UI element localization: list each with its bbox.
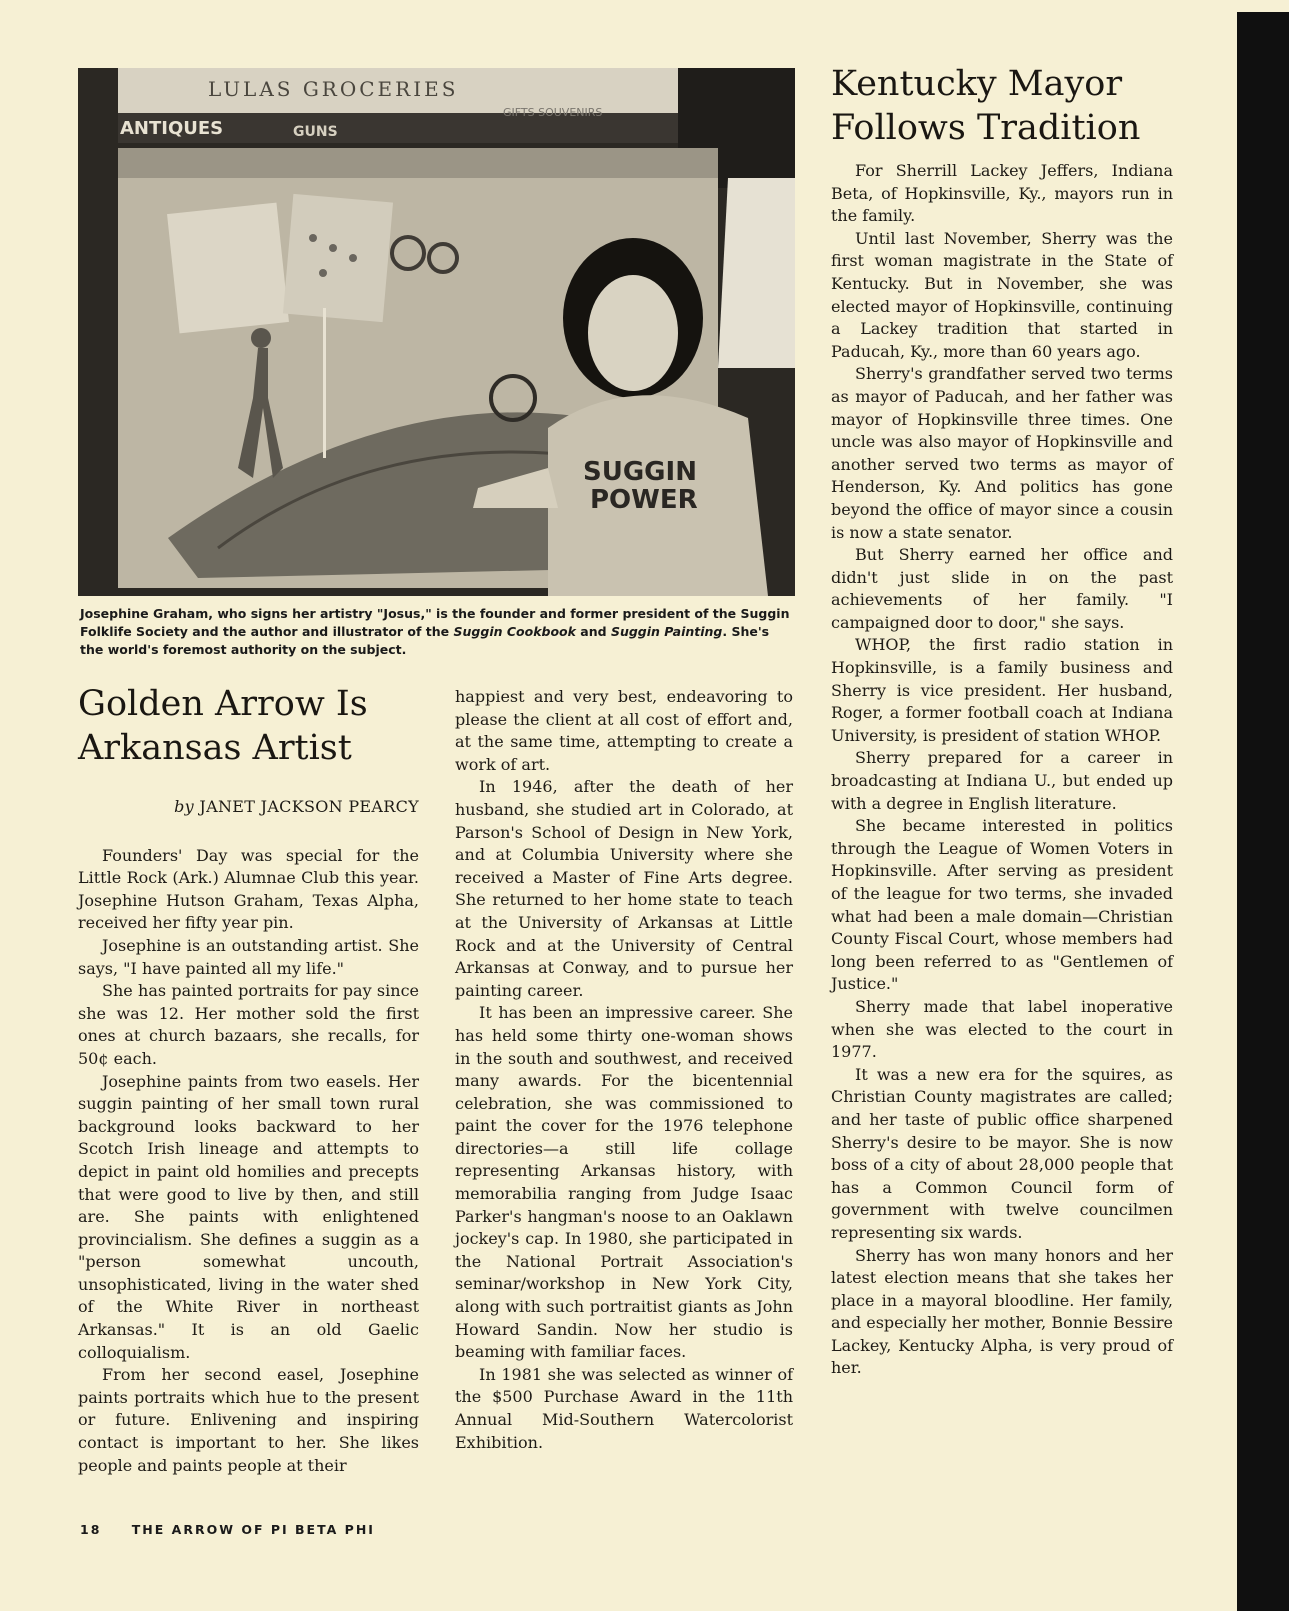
page-edge-shadow — [1237, 12, 1289, 1611]
paragraph: For Sherrill Lackey Jeffers, Indiana Beta, of Hopkinsville, Ky., mayors run in the family. — [831, 161, 1173, 226]
sign-groceries: LULAS GROCERIES — [208, 77, 459, 101]
middle-article-column — [455, 686, 793, 1454]
paragraph: From her second easel, Josephine paints portraits which hue to the present or future. Enlivening and inspiring contact is important to her. She likes people and paints people at their — [78, 1365, 419, 1475]
paragraph: It was a new era for the squires, as Christian County magistrates are called; and her taste of public office sharpened Sherry's desire to be mayor. She is now boss of a city of about 28,000 people that has a Common Council form of government with twelve councilmen representing six wards. — [831, 1064, 1173, 1242]
paragraph: Until last November, Sherry was the first woman magistrate in the State of Kentucky. But in November, she was elected mayor of Hopkinsville, continuing a Lackey tradition that started in Paducah, Ky., more than 60 years ago. — [831, 228, 1173, 361]
paragraph: WHOP, the first radio station in Hopkinsville, is a family business and Sherry is vice president. Her husband, Roger, a former football coach at Indiana University, is president of station WHOP. — [831, 635, 1173, 745]
paragraph: But Sherry earned her office and didn't just slide in on the past achievements of her family. "I campaigned door to door," she says. — [831, 545, 1173, 632]
paragraph: In 1946, after the death of her husband, she studied art in Colorado, at Parson's School of Design in New York, and at Columbia University where she received a Master of Fine Arts degree. She returned to her home state to teach at the University of Arkansas at Little Rock and at the University of Central Arkansas at Conway, and to pursue her painting career. — [455, 777, 793, 1000]
paragraph: In 1981 she was selected as winner of the $500 Purchase Award in the 11th Annual Mid-Southern Watercolorist Exhibition. — [455, 1364, 793, 1452]
paragraph: Founders' Day was special for the Little Rock (Ark.) Alumnae Club this year. Josephine Hutson Graham, Texas Alpha, received her fifty year pin. — [78, 845, 419, 933]
paragraph: Sherry made that label inoperative when she was elected to the court in 1977. — [831, 996, 1173, 1062]
shirt-text-suggin: SUGGIN — [583, 457, 697, 487]
sign-guns: GUNS — [293, 124, 338, 140]
page-number: 18 — [80, 1522, 102, 1537]
article-photo — [78, 68, 795, 596]
paragraph: Josephine paints from two easels. Her suggin painting of her small town rural background looks backward to her Scotch Irish lineage and attempts to depict in paint old homilies and precepts that were good to live by then, and still are. She paints with enlightened provincialism. She defines a suggin as a "person somewhat uncouth, unsophisticated, living in the water shed of the White River in northeast Arkansas." It is an old Gaelic colloquialism. — [78, 1071, 419, 1362]
right-article-headline: Kentucky Mayor Follows Tradition — [831, 64, 1141, 148]
paragraph: Sherry's grandfather served two terms as mayor of Paducah, and her father was mayor of Hopkinsville three times. One uncle was also mayor of Hopkinsville and another served two terms as mayor of Henderson, Ky. And politics has gone beyond the office of mayor since a cousin is now a state senator. — [831, 364, 1173, 542]
paragraph: Josephine is an outstanding artist. She says, "I have painted all my life." — [78, 935, 419, 978]
photo-caption: Josephine Graham, who signs her artistry "Josus," is the founder and former president of the Suggin Folklife Society and the author and illustrator of the Suggin Cookbook and Suggin Painting. She's the world's foremost authority on the subject. — [80, 606, 790, 657]
shirt-text-power: POWER — [590, 485, 698, 515]
sign-gifts: GIFTS SOUVENIRS — [503, 106, 603, 119]
paragraph: Sherry prepared for a career in broadcasting at Indiana U., but ended up with a degree in English literature. — [831, 748, 1173, 813]
right-article-column — [831, 62, 1173, 1380]
publication-name: THE ARROW OF PI BETA PHI — [131, 1522, 375, 1537]
left-article-column — [78, 682, 419, 1477]
page-footer — [80, 1522, 375, 1537]
paragraph: She became interested in politics through the League of Women Voters in Hopkinsville. After serving as president of the league for two terms, she invaded what had been a male domain—Christian County Fiscal Court, whose members had long been referred to as "Gentlemen of Justice." — [831, 816, 1173, 994]
paragraph-continued: happiest and very best, endeavoring to please the client at all cost of effort and, at the same time, attempting to create a work of art. — [455, 687, 793, 774]
paragraph: It has been an impressive career. She has held some thirty one-woman shows in the south and southwest, and received many awards. For the bicentennial celebration, she was commissioned to paint the cover for the 1976 telephone directories—a still life collage representing Arkansas history, with memorabilia ranging from Judge Isaac Parker's hangman's noose to an Oaklawn jockey's cap. In 1980, she participated in the National Portrait Association's seminar/workshop in New York City, along with such portraitist giants as John Howard Sandin. Now her studio is beaming with familiar faces. — [455, 1003, 793, 1362]
sign-antiques: ANTIQUES — [120, 118, 224, 139]
left-article-headline: Golden Arrow Is Arkansas Artist — [78, 684, 368, 768]
paragraph: Sherry has won many honors and her latest election means that she takes her place in a mayoral bloodline. Her family, and especially her mother, Bonnie Bessire Lackey, Kentucky Alpha, is very proud of her. — [831, 1245, 1173, 1378]
byline: by JANET JACKSON PEARCY — [174, 797, 419, 816]
paragraph: She has painted portraits for pay since she was 12. Her mother sold the first ones at church bazaars, she recalls, for 50¢ each. — [78, 981, 419, 1068]
